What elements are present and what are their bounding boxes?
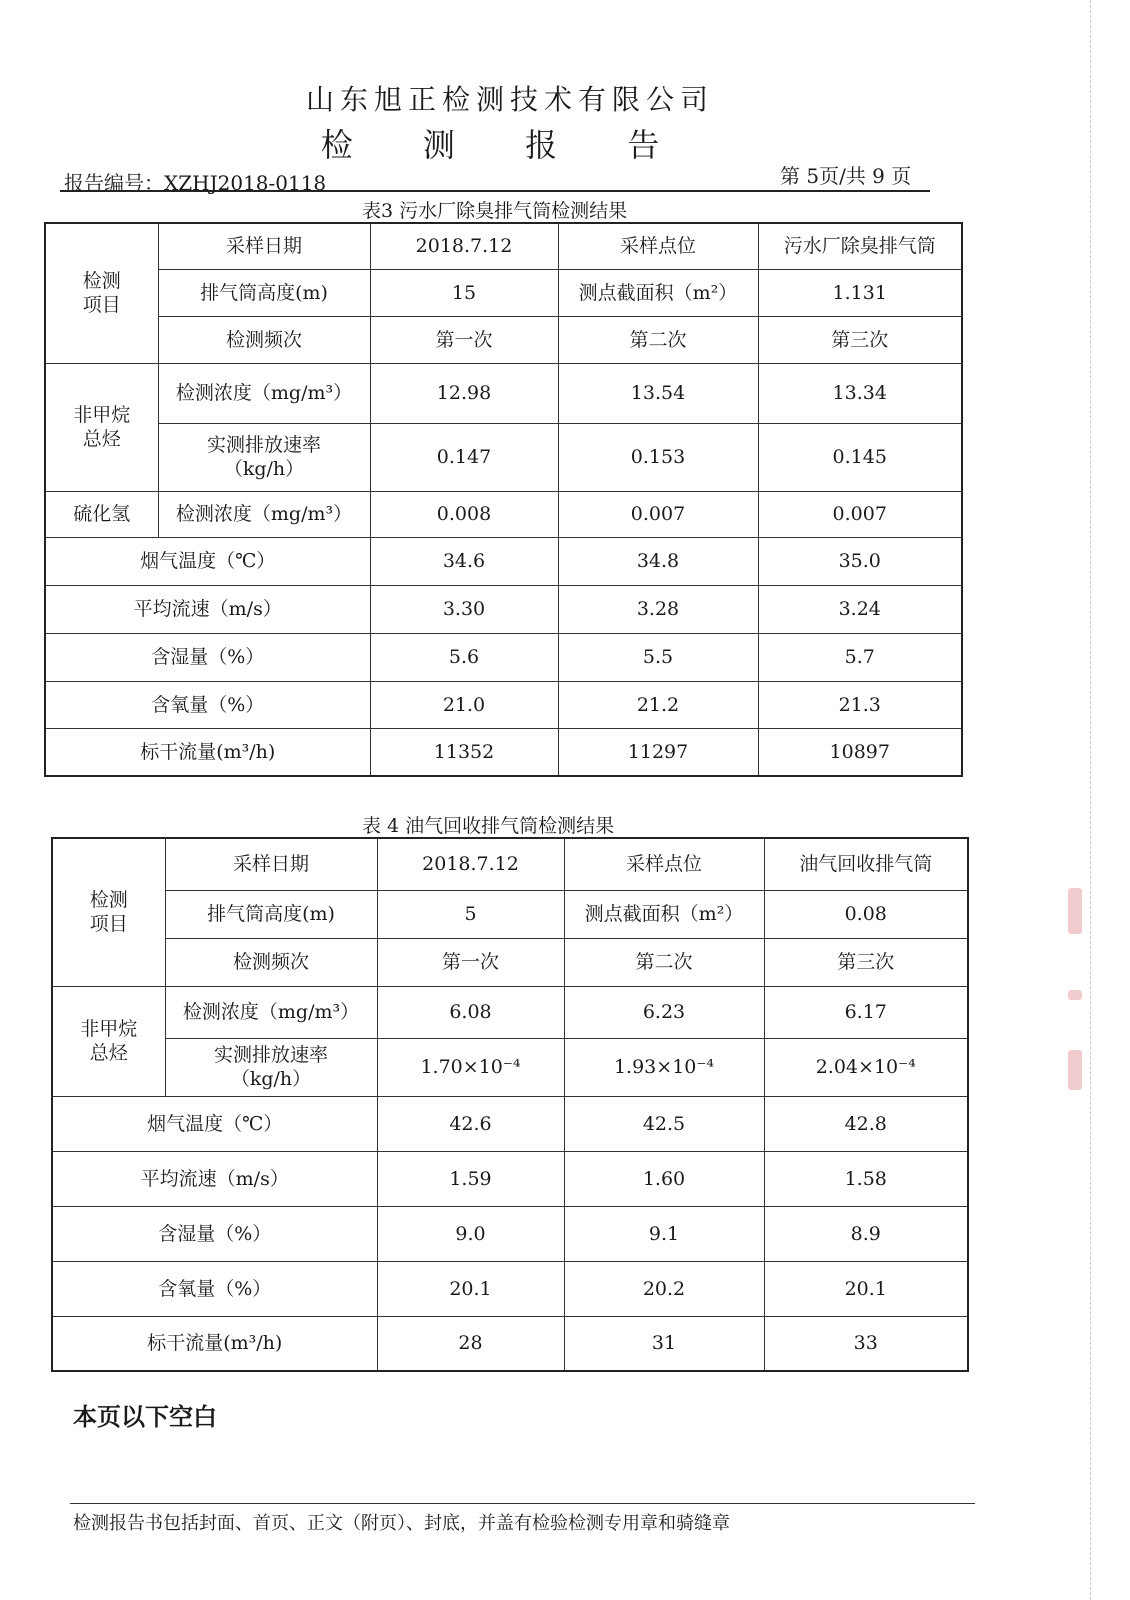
cell-value: 21.2 [558,681,758,728]
table-row [45,316,962,363]
cell-value: 5.7 [758,633,962,681]
cell-value: 0.147 [370,423,558,491]
cell-value: 11352 [370,728,558,776]
cell-value: 8.9 [764,1206,968,1261]
cell-value: 第三次 [758,316,962,363]
seam-seal-mark [1068,1050,1082,1090]
table3 [44,222,963,777]
table-row [45,491,962,537]
cell-value: 12.98 [370,363,558,423]
cell-value: 第二次 [564,938,764,986]
footer-divider [70,1503,975,1504]
cell-value: 第一次 [377,938,564,986]
group-label: 非甲烷 总烃 [52,986,165,1096]
rate-label: 实测排放速率 [213,1044,328,1066]
cell-value: 1.59 [377,1151,564,1206]
row-label: 平均流速（m/s） [52,1151,377,1206]
table-row [45,728,962,776]
cell-value: 0.153 [558,423,758,491]
cell-value: 0.008 [370,491,558,537]
seam-seal-mark [1068,990,1082,1000]
binding-line [1090,0,1091,1600]
cell-value: 11297 [558,728,758,776]
cell-value: 0.007 [558,491,758,537]
cell-value: 0.08 [764,890,968,938]
table-row [52,1096,968,1151]
cell-value: 油气回收排气筒 [764,838,968,890]
row-label: 采样日期 [158,223,370,269]
cell-value: 0.145 [758,423,962,491]
cell-value: 42.5 [564,1096,764,1151]
row-label [158,423,370,491]
cell-value: 5.6 [370,633,558,681]
footer-note: 检测报告书包括封面、首页、正文（附页）、封底，并盖有检验检测专用章和骑缝章 [73,1513,730,1534]
row-label: 测点截面积（m²） [564,890,764,938]
cell-value: 2.04×10⁻⁴ [764,1038,968,1096]
table-row [45,681,962,728]
table-row [52,1316,968,1371]
table-row [45,633,962,681]
row-label: 含湿量（%） [52,1206,377,1261]
row-label: 烟气温度（℃） [52,1096,377,1151]
cell-value: 9.1 [564,1206,764,1261]
row-label: 标干流量(m³/h) [45,728,370,776]
cell-value: 20.1 [764,1261,968,1316]
row-label: 排气筒高度(m) [158,269,370,316]
document-title: 检 测 报 告 [320,126,690,164]
page-indicator: 第 5页/共 9 页 [780,164,912,188]
cell-value: 2018.7.12 [370,223,558,269]
table3-caption: 表3 污水厂除臭排气筒检测结果 [362,200,628,222]
cell-value: 1.60 [564,1151,764,1206]
cell-value: 20.1 [377,1261,564,1316]
table-row [52,1151,968,1206]
row-label [165,1038,377,1096]
cell-value: 1.58 [764,1151,968,1206]
row-label: 采样点位 [558,223,758,269]
group-label: 检测 项目 [45,223,158,363]
cell-value: 3.28 [558,585,758,633]
row-label: 检测浓度（mg/m³） [158,491,370,537]
cell-value: 31 [564,1316,764,1371]
cell-value: 10897 [758,728,962,776]
row-label: 检测浓度（mg/m³） [158,363,370,423]
table4 [51,837,969,1372]
cell-value: 20.2 [564,1261,764,1316]
table4-caption: 表 4 油气回收排气筒检测结果 [362,815,615,837]
table-row [52,890,968,938]
row-label: 排气筒高度(m) [165,890,377,938]
row-label: 含氧量（%） [52,1261,377,1316]
cell-value: 第一次 [370,316,558,363]
table-row [45,363,962,423]
row-label: 烟气温度（℃） [45,537,370,585]
cell-value: 13.34 [758,363,962,423]
cell-value: 1.93×10⁻⁴ [564,1038,764,1096]
cell-value: 34.8 [558,537,758,585]
cell-value: 污水厂除臭排气筒 [758,223,962,269]
cell-value: 21.0 [370,681,558,728]
cell-value: 第二次 [558,316,758,363]
row-label: 含湿量（%） [45,633,370,681]
cell-value: 28 [377,1316,564,1371]
cell-value: 9.0 [377,1206,564,1261]
rate-unit: （kg/h） [223,458,305,480]
cell-value: 42.8 [764,1096,968,1151]
report-number: 报告编号：XZHJ2018-0118 [64,171,327,195]
table-row [52,986,968,1038]
cell-value: 34.6 [370,537,558,585]
group-label: 检测 项目 [52,838,165,986]
company-name: 山东旭正检测技术有限公司 [305,83,714,116]
cell-value: 35.0 [758,537,962,585]
cell-value: 6.23 [564,986,764,1038]
table-row [45,585,962,633]
cell-value: 1.131 [758,269,962,316]
group-label: 非甲烷 总烃 [45,363,158,491]
cell-value: 15 [370,269,558,316]
cell-value: 42.6 [377,1096,564,1151]
row-label: 标干流量(m³/h) [52,1316,377,1371]
cell-value: 6.08 [377,986,564,1038]
rate-label: 实测排放速率 [206,434,321,456]
row-label: 检测频次 [165,938,377,986]
table-row [45,423,962,491]
rate-unit: （kg/h） [230,1068,312,1090]
table-row [52,1206,968,1261]
cell-value: 1.70×10⁻⁴ [377,1038,564,1096]
cell-value: 13.54 [558,363,758,423]
row-label: 平均流速（m/s） [45,585,370,633]
cell-value: 5 [377,890,564,938]
cell-value: 2018.7.12 [377,838,564,890]
row-label: 采样点位 [564,838,764,890]
table-row [45,269,962,316]
cell-value: 33 [764,1316,968,1371]
table-row [45,223,962,269]
header-divider [60,190,930,192]
cell-value: 5.5 [558,633,758,681]
table-row [52,1261,968,1316]
cell-value: 6.17 [764,986,968,1038]
row-label: 采样日期 [165,838,377,890]
table-row [45,537,962,585]
seam-seal-mark [1068,888,1082,934]
row-label: 含氧量（%） [45,681,370,728]
group-label: 硫化氢 [45,491,158,537]
row-label: 测点截面积（m²） [558,269,758,316]
row-label: 检测频次 [158,316,370,363]
cell-value: 3.24 [758,585,962,633]
cell-value: 21.3 [758,681,962,728]
table-row [52,1038,968,1096]
cell-value: 第三次 [764,938,968,986]
cell-value: 0.007 [758,491,962,537]
blank-below-note: 本页以下空白 [73,1403,217,1431]
table-row [52,938,968,986]
table-row [52,838,968,890]
cell-value: 3.30 [370,585,558,633]
row-label: 检测浓度（mg/m³） [165,986,377,1038]
